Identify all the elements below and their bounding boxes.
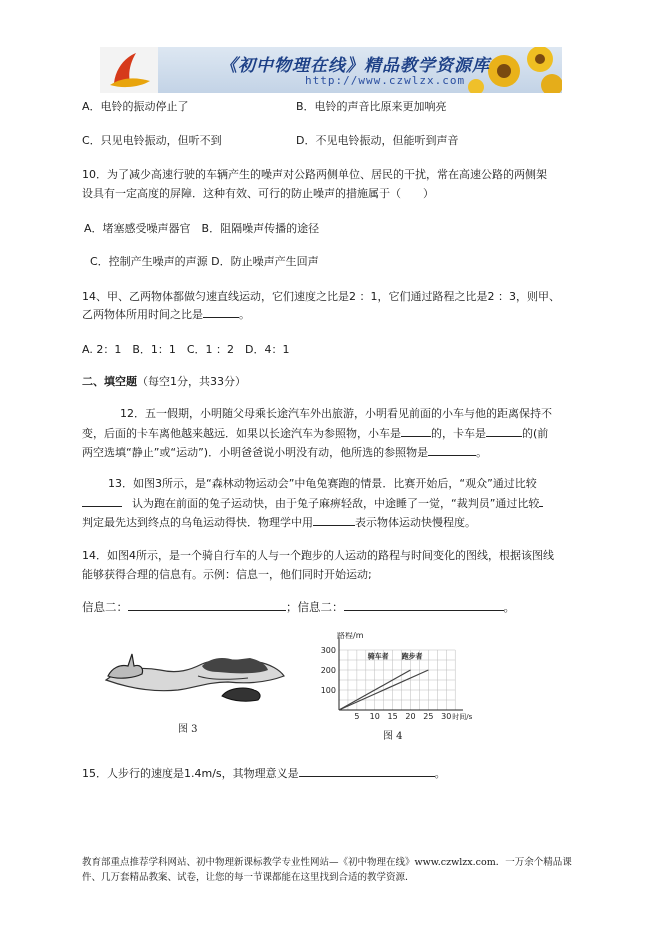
option-d: D．不见电铃振动，但能听到声音 xyxy=(296,134,459,147)
y-axis-label: 路程/m xyxy=(337,632,364,640)
figure-4-chart xyxy=(313,632,473,724)
q14a-line2: 乙两物体所用时间之比是 。 xyxy=(82,308,250,321)
bush-icon xyxy=(202,658,268,673)
option-a: A．电铃的振动停止了 xyxy=(82,100,189,113)
info3-label: ；信息二： xyxy=(286,600,344,614)
option-c: C．只见电铃振动，但听不到 xyxy=(82,134,222,147)
q14a-line1: 14、甲、乙两物体都做匀速直线运动，它们速度之比是2 ：1，它们通过路程之比是2 ：3，则甲、 xyxy=(82,290,560,303)
answer-blank xyxy=(539,495,543,507)
footer-line2: 件、几万套精品教案、试卷，让您的每一节课都能在这里找到合适的教学资源． xyxy=(82,872,415,883)
figure-3-caption: 图 3 xyxy=(178,724,198,735)
x-tick-label: 15 xyxy=(387,712,398,721)
answer-blank xyxy=(128,599,286,611)
x-tick-label: 20 xyxy=(405,712,416,721)
answer-blank xyxy=(428,444,476,456)
header-banner xyxy=(100,47,562,93)
banner-title: 《初中物理在线》精品教学资源库 xyxy=(220,56,490,76)
y-tick-label: 100 xyxy=(320,686,336,695)
q14a-options: A. 2：1 B．1：1 C．1 ：2 D．4：1 xyxy=(82,343,290,356)
chart-grid xyxy=(339,650,455,710)
banner-url: http://www.czwlzx.com xyxy=(305,74,466,87)
q14b-line2: 能够获得合理的信息有。示例：信息一，他们同时开始运动; xyxy=(82,568,372,581)
answer-blank xyxy=(299,765,435,777)
answer-blank xyxy=(344,599,504,611)
answer-blank xyxy=(82,495,122,507)
q12-line3a: 两空选填“静止”或“运动”)．小明爸爸说小明没有动，他所选的参照物是 xyxy=(82,446,429,459)
q14b-info-line xyxy=(82,599,515,615)
q12-line3 xyxy=(82,444,487,460)
section-note: （每空1分，共33分） xyxy=(137,375,246,388)
q12-line2 xyxy=(82,425,548,441)
x-tick-label: 30 xyxy=(441,712,452,721)
q15-line xyxy=(82,765,446,781)
x-tick-label: 5 xyxy=(354,712,360,721)
q13-line2a: 认为跑在前面的兔子运动快，由于兔子麻痹轻敌，中途睡了一觉，“裁判员”通过比较 xyxy=(132,497,540,510)
answer-blank xyxy=(313,514,355,526)
x-tick-label: 25 xyxy=(423,712,434,721)
info2-label: 信息二： xyxy=(82,600,128,614)
q13-line2 xyxy=(82,495,543,511)
q12-line2a: 变，后面的卡车离他越来越远．如果以长途汽车为参照物，小车是 xyxy=(82,427,401,440)
q12-line2c: 的(前 xyxy=(522,427,549,440)
figure-4-caption: 图 4 xyxy=(383,731,403,742)
figure-3 xyxy=(98,640,288,720)
q12-line2b: 的，卡车是 xyxy=(431,427,486,440)
legend-run-label: 跑步者 xyxy=(401,652,423,661)
q12-line1: 12．五一假期，小明随父母乘长途汽车外出旅游，小明看见前面的小车与他的距离保持不 xyxy=(120,407,552,420)
q10-options-cd: C．控制产生噪声的声源 D．防止噪声产生回声 xyxy=(90,255,319,268)
q13-line3 xyxy=(82,514,476,530)
q13-line3a: 判定最先达到终点的乌龟运动得快．物理学中用 xyxy=(82,516,313,529)
q10-line2: 设具有一定高度的屏障．这种有效、可行的防止噪声的措施属于（ ） xyxy=(82,187,434,200)
q10-line1: 10．为了减少高速行驶的车辆产生的噪声对公路两侧单位、居民的干扰，常在高速公路的两侧架 xyxy=(82,168,547,181)
q15-end: 。 xyxy=(434,767,446,780)
tortoise-icon xyxy=(222,688,260,701)
y-tick-label: 200 xyxy=(320,666,336,675)
option-b: B．电铃的声音比原来更加响亮 xyxy=(296,100,447,113)
answer-blank xyxy=(203,306,239,318)
q13-line3b: 表示物体运动快慢程度。 xyxy=(355,516,476,529)
hare-icon xyxy=(108,654,143,678)
q12-line3b: 。 xyxy=(476,446,488,459)
section-title: 二、填空题 xyxy=(82,375,137,388)
q15-text: 15．人步行的速度是1.4m/s，其物理意义是 xyxy=(82,767,299,780)
info-end: 。 xyxy=(503,600,515,614)
footer-line1: 教育部重点推荐学科网站、初中物理新课标教学专业性网站—《初中物理在线》www.czwlzx.com．一万余个精品课 xyxy=(82,857,572,868)
x-tick-label: 10 xyxy=(369,712,380,721)
q13-line1: 13．如图3所示，是“森林动物运动会”中龟兔赛跑的情景．比赛开始后，“观众”通过比较 xyxy=(108,477,537,490)
answer-blank xyxy=(486,425,522,437)
y-tick-label: 300 xyxy=(320,646,336,655)
q14b-line1: 14．如图4所示，是一个骑自行车的人与一个跑步的人运动的路程与时间变化的图线，根据该图线 xyxy=(82,549,554,562)
page-footer xyxy=(82,855,602,885)
section-heading xyxy=(82,374,246,389)
q10-options-ab: A．堵塞感受噪声器官 B．阻隔噪声传播的途径 xyxy=(84,222,320,235)
x-axis-label: 时间/s xyxy=(452,713,473,721)
q14a-line2-text: 乙两物体所用时间之比是 xyxy=(82,308,203,321)
answer-blank xyxy=(401,425,431,437)
legend-bike-label: 骑车者 xyxy=(367,652,389,661)
